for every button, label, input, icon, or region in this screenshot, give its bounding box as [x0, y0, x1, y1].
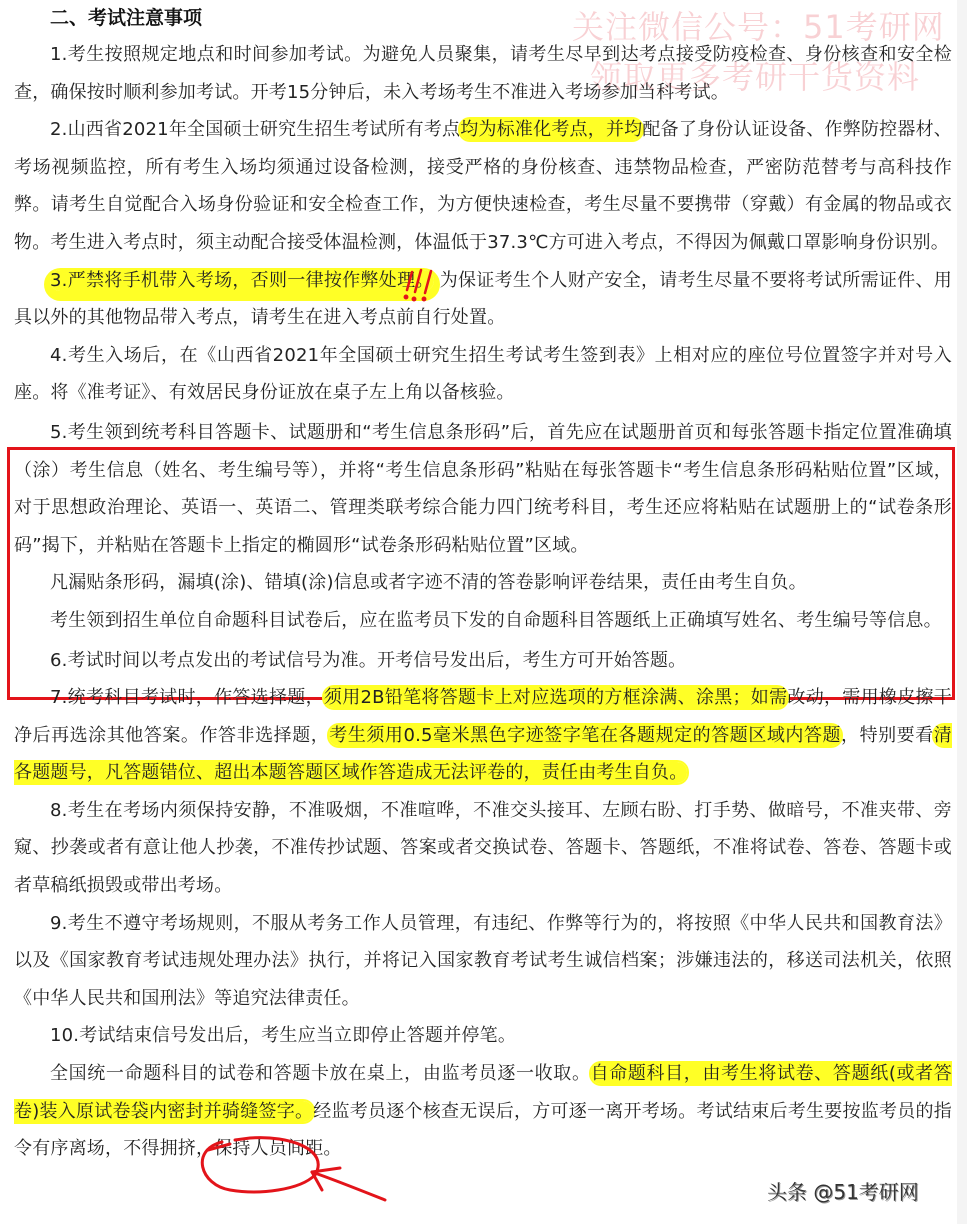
notice-item-1: 1.考生按照规定地点和时间参加考试。为避免人员聚集，请考生尽早到达考点接受防疫检查、身份核查和安全检查，确保按时顺利参加考试。开考15分钟后，未入考场考生不准进入考场参加当科考试。 — [14, 44, 952, 103]
item-3-highlight: 3.严禁将手机带入考场，否则一律按作弊处理。 — [50, 269, 434, 291]
item-10-note-text-a: 全国统一命题科目的试卷和答题卡放在桌上，由监考员逐一收取。 — [50, 1063, 591, 1085]
item-7-text-b: 改动，需用橡皮擦干净后再选涂其他答案。作答非选择题， — [14, 687, 953, 746]
item-3-text-b: 为保证考生个人财产安全，请考生尽量不要将考试所需证件、用具以外的其他物品带入考点，请考生在进入考点前自行处置。 — [14, 269, 952, 329]
item-7-text-a: 7.统考科目考试时，作答选择题， — [50, 687, 324, 709]
notice-item-7 — [14, 679, 952, 792]
notice-item-4: 4.考生入场后，在《山西省2021年全国硕士研究生招生考试考生签到表》上相对应的座位号位置签字并对号入座。将《准考证》、有效居民身份证放在桌子左上角以备核验。 — [14, 344, 952, 404]
notice-item-5: 5.考生领到统考科目答题卡、试题册和“考生信息条形码”后，首先应在试题册首页和每张答题卡指定位置准确填（涂）考生信息（姓名、考生编号等），并将“考生信息条形码”粘贴在每张答题卡“考生信息条形码粘贴位置”区域，对于思想政治理论、英语一、英语二、管理类联考综合能力四门统考科目，考生还应将粘贴在试题册上的“试卷条形码”揭下，并粘贴在答题卡上指定的椭圆形“试卷条形码粘贴位置”区域。 — [14, 421, 952, 556]
notice-item-5-note-1: 凡漏贴条形码，漏填(涂)、错填(涂)信息或者字迹不清的答卷影响评卷结果，责任由考生自负。 — [50, 572, 807, 594]
item-7-highlight-2: 考生须用0.5毫米黑色字迹签字笔在各题规定的答题区域内答题 — [329, 724, 842, 746]
notice-item-8: 8.考生在考场内须保持安静，不准吸烟，不准喧哗，不准交头接耳、左顾右盼、打手势、做暗号，不准夹带、旁窥、抄袭或者有意让他人抄袭，不准传抄试题、答案或者交换试卷、答题卡、答题纸，不准将试卷、答卷、答题卡或者草稿纸损毁或带出考场。 — [14, 799, 952, 897]
notice-item-5-note-2: 考生领到招生单位自命题科目试卷后，应在监考员下发的自命题科目答题纸上正确填写姓名、考生编号等信息。 — [50, 609, 942, 631]
notice-item-10-note — [14, 1055, 952, 1168]
item-7-text-c: ，特别要看 — [841, 724, 934, 746]
item-7-highlight-1: 须用2B铅笔将答题卡上对应选项的方框涂满、涂黑；如需 — [323, 687, 788, 709]
notice-item-2 — [14, 111, 952, 261]
item-2-text-b: 配备了身份认证设备、作弊防控器材、考场视频监控，所有考生入场均须通过设备检测，接受严格的身份核查、违禁物品检查，严密防范替考与高科技作弊。请考生自觉配合入场身份验证和安全检查工作，为方便快速检查，考生尽量不要携带（穿戴）有金属的物品或衣物。考生进入考点时，须主动配合接受体温检测，体温低于37.3℃方可进入考点，不得因为佩戴口罩影响身份识别。 — [14, 119, 953, 253]
item-10-note-text-b: 经监考员逐个核查无误后，方可逐一离开考场。考试结束后考生要按监考员的指令有序离场，不得拥挤，保持人员间距。 — [14, 1100, 952, 1160]
watermark-line-1: 关注微信公号：51考研网 — [572, 8, 945, 46]
item-10-note-highlight: 自命题科目，由考生将试卷、答题纸(或者答卷)装入原试卷袋内密封并骑缝签字。 — [14, 1063, 952, 1122]
notice-item-3 — [14, 262, 952, 337]
footer-watermark: 头条 @51考研网 — [767, 1180, 919, 1204]
notice-item-10: 10.考试结束信号发出后，考生应当立即停止答题并停笔。 — [50, 1025, 517, 1047]
item-2-text-a: 2.山西省2021年全国硕士研究生招生考试所有考点 — [50, 119, 461, 141]
item-2-highlight: 均为标准化考点，并均 — [460, 119, 643, 141]
watermark-line-2: 领取更多考研干货资料 — [590, 58, 921, 96]
notice-body — [14, 0, 952, 1168]
item-7-highlight-3: 清各题题号，凡答题错位、超出本题答题区域作答造成无法评卷的，责任由考生自负。 — [14, 724, 952, 784]
arrow-annotation-icon — [312, 1168, 385, 1200]
notice-item-6: 6.考试时间以考点发出的考试信号为准。开考信号发出后，考生方可开始答题。 — [50, 649, 687, 671]
section-heading: 二、考试注意事项 — [50, 7, 203, 29]
notice-item-9: 9.考生不遵守考场规则，不服从考务工作人员管理，有违纪、作弊等行为的，将按照《中华人民共和国教育法》以及《国家教育考试违规处理办法》执行，并将记入国家教育考试考生诚信档案；涉嫌违法的，移送司法机关，依照《中华人民共和国刑法》等追究法律责任。 — [14, 912, 952, 1009]
